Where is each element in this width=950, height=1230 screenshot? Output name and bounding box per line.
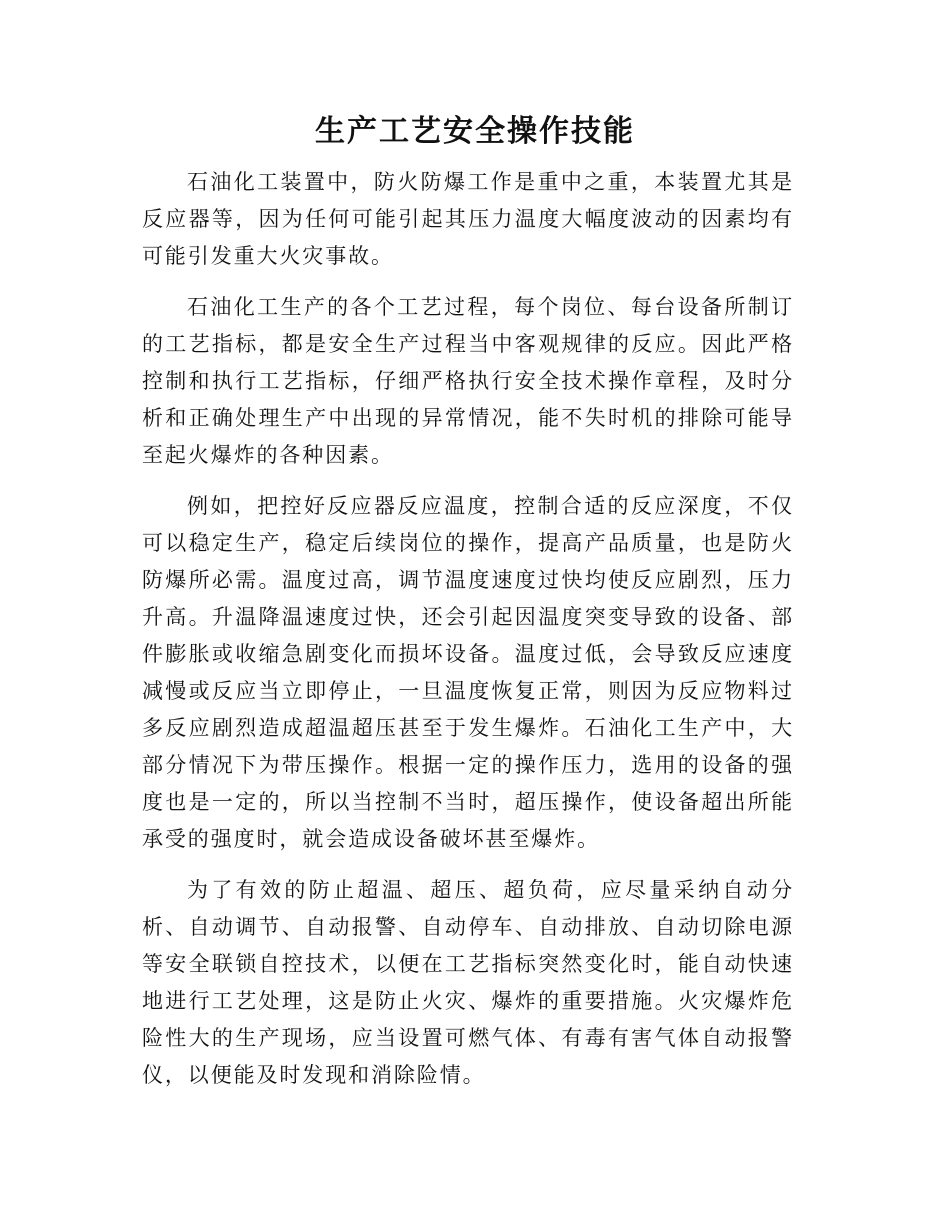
paragraph-4: 为了有效的防止超温、超压、超负荷，应尽量采纳自动分析、自动调节、自动报警、自动停车、自动排放、自动切除电源等安全联锁自控技术，以便在工艺指标突然变化时，能自动快速地进行工艺处理，这是防止火灾、爆炸的重要措施。火灾爆炸危险性大的生产现场，应当设置可燃气体、有毒有害气体自动报警仪，以便能及时发现和消除险情。 [142,878,794,1087]
document-title: 生产工艺安全操作技能 [315,114,635,149]
paragraph-1: 石油化工装置中，防火防爆工作是重中之重，本装置尤其是反应器等，因为任何可能引起其压力温度大幅度波动的因素均有可能引发重大火灾事故。 [142,170,794,268]
document-body [142,164,794,1108]
paragraph-2: 石油化工生产的各个工艺过程，每个岗位、每台设备所制订的工艺指标，都是安全生产过程当中客观规律的反应。因此严格控制和执行工艺指标，仔细严格执行安全技术操作章程，及时分析和正确处理生产中出现的异常情况，能不失时机的排除可能导至起火爆炸的各种因素。 [142,295,794,467]
paragraph-3: 例如，把控好反应器反应温度，控制合适的反应深度，不仅可以稳定生产，稳定后续岗位的操作，提高产品质量，也是防火防爆所必需。温度过高，调节温度速度过快均使反应剧烈，压力升高。升温降温速度过快，还会引起因温度突变导致的设备、部件膨胀或收缩急剧变化而损坏设备。温度过低，会导致反应速度减慢或反应当立即停止，一旦温度恢复正常，则因为反应物料过多反应剧烈造成超温超压甚至于发生爆炸。石油化工生产中，大部分情况下为带压操作。根据一定的操作压力，选用的设备的强度也是一定的，所以当控制不当时，超压操作，使设备超出所能承受的强度时，就会造成设备破坏甚至爆炸。 [142,494,794,851]
